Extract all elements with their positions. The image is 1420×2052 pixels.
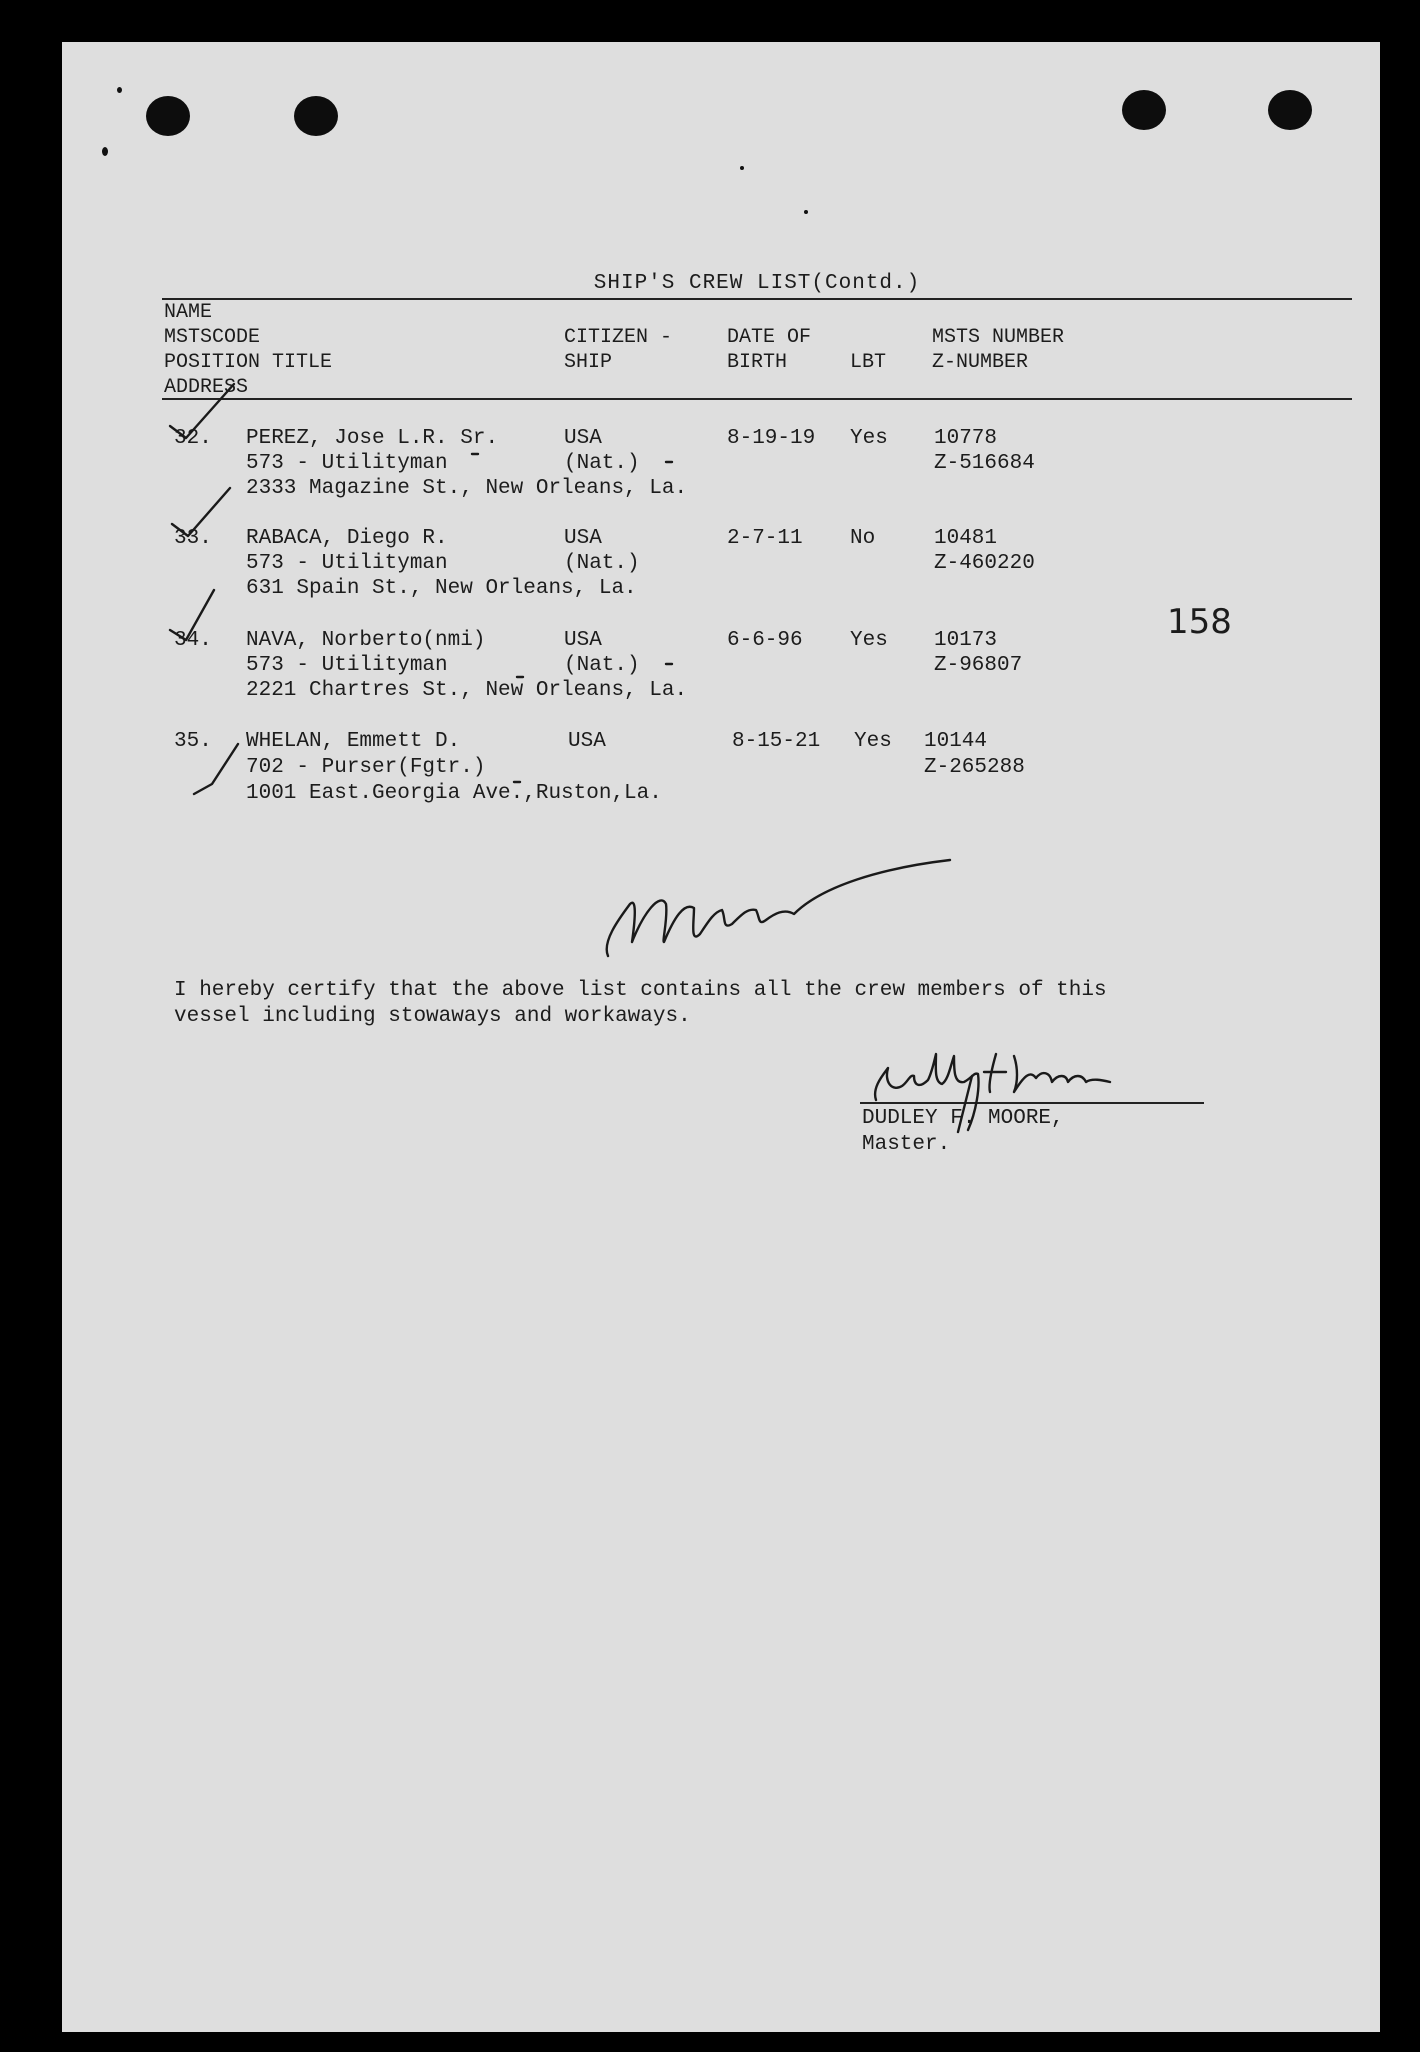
crew-lbt: Yes: [850, 427, 888, 450]
crew-citizenship: USA: [568, 730, 606, 753]
check-mark: [194, 744, 238, 794]
crew-position: 573 - Utilityman: [246, 552, 448, 575]
crew-name: PEREZ, Jose L.R. Sr.: [246, 427, 499, 450]
crew-lbt: Yes: [850, 629, 888, 652]
crew-citizenship: USA: [564, 427, 602, 450]
crew-position: 573 - Utilityman: [246, 654, 448, 677]
certification-line-1: I hereby certify that the above list contains all the crew members of this: [174, 979, 1107, 1002]
crew-position: 573 - Utilityman: [246, 452, 448, 475]
crew-address: 1001 East.Georgia Ave.,Ruston,La.: [246, 782, 662, 805]
crew-citizenship: USA: [564, 527, 602, 550]
crew-date-of-birth: 8-19-19: [727, 427, 816, 450]
crew-z-number: Z-265288: [924, 756, 1025, 779]
crew-date-of-birth: 8-15-21: [732, 730, 821, 753]
crew-name: RABACA, Diego R.: [246, 527, 448, 550]
check-mark: [170, 384, 234, 438]
crew-msts-number: 10173: [934, 629, 998, 652]
signatory-title: Master.: [862, 1133, 951, 1156]
crew-citizenship-note: (Nat.): [564, 654, 640, 677]
signature-dudley-moore: [875, 1054, 1110, 1130]
crew-citizenship: USA: [564, 629, 602, 652]
entry-number: 35.: [174, 730, 212, 753]
crew-address: 631 Spain St., New Orleans, La.: [246, 577, 637, 600]
entry-number: 34.: [174, 629, 212, 652]
document-title: SHIP'S CREW LIST(Contd.): [593, 272, 921, 295]
crew-msts-number: 10778: [934, 427, 998, 450]
crew-address: 2333 Magazine St., New Orleans, La.: [246, 477, 688, 500]
crew-name: WHELAN, Emmett D.: [246, 730, 461, 753]
crew-lbt: No: [850, 527, 876, 550]
crew-lbt: Yes: [854, 730, 892, 753]
initials-signature: [607, 860, 950, 956]
crew-z-number: Z-516684: [934, 452, 1035, 475]
crew-citizenship-note: (Nat.): [564, 452, 640, 475]
handwritten-marks: [62, 42, 1380, 2032]
crew-date-of-birth: 6-6-96: [727, 629, 803, 652]
crew-msts-number: 10144: [924, 730, 988, 753]
crew-name: NAVA, Norberto(nmi): [246, 629, 486, 652]
crew-address: 2221 Chartres St., New Orleans, La.: [246, 679, 688, 702]
entry-number: 33.: [174, 527, 212, 550]
signatory-name: DUDLEY F. MOORE,: [862, 1107, 1064, 1130]
crew-position: 702 - Purser(Fgtr.): [246, 756, 486, 779]
column-header-lbt: LBT: [850, 351, 887, 374]
crew-msts-number: 10481: [934, 527, 998, 550]
crew-date-of-birth: 2-7-11: [727, 527, 803, 550]
entry-number: 32.: [174, 427, 212, 450]
check-mark: [172, 488, 230, 536]
crew-z-number: Z-96807: [934, 654, 1023, 677]
document-page: SHIP'S CREW LIST(Contd.) NAME MSTSCODE POSITION TITLE ADDRESS CITIZEN - SHIP DATE OF BIRTH LBT MSTS NUMBER Z-NUMBER 32. PEREZ, Jose L.R. Sr. 573 - Utilityman 2333 Magazine St., New Orleans, La. USA (Nat.) 8-19-19 Yes 10778 Z-516684 33. RABACA, Diego R. 573 - Utilityman 631 Spain St., New Orleans, La. USA (Nat.) 2-7-11 No 10481 Z-460220 34. NAVA, Norberto(nmi) 573 - Utilityman 2221 Chartres St., New Orleans, La. USA (Nat.) 6-6-96 Yes 10173 Z-96807 35. WHELAN, Emmett D. 702 - Purser(Fgtr.) 1001 East.Georgia Ave.,Ruston,La. USA 8-15-21 Yes 10144 Z-265288 158 I hereby certify that the above list contains all the crew members of this vessel including stowaways and workaways. DUDLEY F. MOORE, Master.: [62, 42, 1380, 2032]
crew-z-number: Z-460220: [934, 552, 1035, 575]
certification-line-2: vessel including stowaways and workaways.: [174, 1005, 691, 1028]
check-mark: [170, 590, 214, 640]
crew-citizenship-note: (Nat.): [564, 552, 640, 575]
page-number: 158: [1167, 602, 1232, 642]
